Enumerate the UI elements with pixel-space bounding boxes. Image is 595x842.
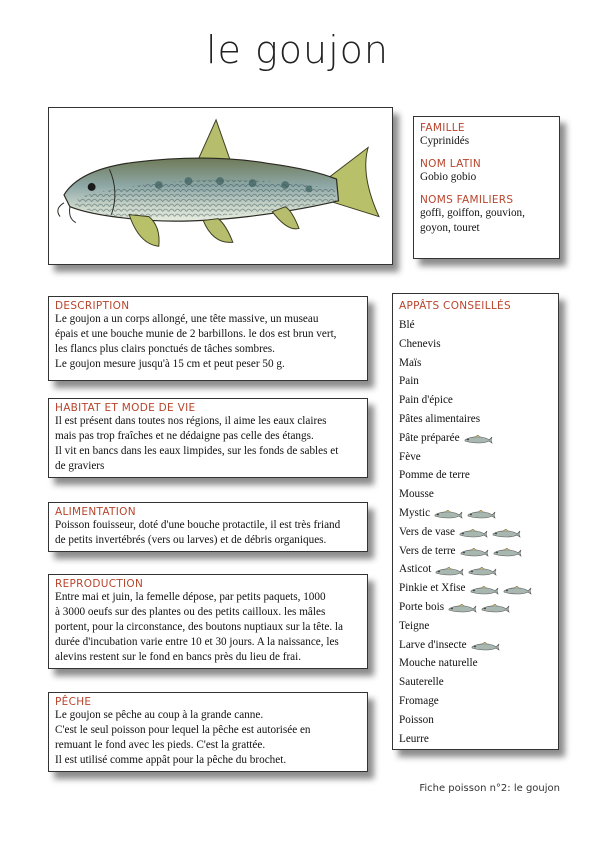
- habitat-section: [48, 398, 368, 478]
- nom-latin-value: Gobio gobio: [420, 171, 477, 183]
- nom-latin-label: NOM LATIN: [420, 158, 482, 170]
- fish-rating-icon: [480, 602, 510, 612]
- habitat-line: Il est présent dans toutes nos régions, il aime les eaux claires: [55, 415, 327, 427]
- bait-item: [399, 504, 552, 523]
- reproduction-section: [48, 574, 368, 669]
- bait-item: [399, 335, 552, 354]
- peche-line: Il est utilisé comme appât pour la pêche du brochet.: [55, 754, 287, 766]
- bait-label: Pain d'épice: [399, 394, 453, 407]
- habitat-line: de graviers: [55, 460, 105, 472]
- alimentation-line: de petits invertébrés (vers ou larves) et de débris organiques.: [55, 534, 327, 546]
- fish-rating-icon: [502, 584, 532, 594]
- bait-label: Maïs: [399, 356, 422, 369]
- bait-label: Vers de terre: [399, 544, 456, 557]
- bait-label: Pomme de terre: [399, 469, 470, 482]
- alimentation-section: [48, 502, 368, 552]
- peche-line: Le goujon se pêche au coup à la grande canne.: [55, 709, 264, 721]
- bait-label: Pâtes alimentaires: [399, 412, 481, 425]
- bait-item: [399, 466, 552, 485]
- peche-section: [48, 692, 368, 772]
- peche-line: C'est le seul poisson pour lequel la pêche est autorisée en: [55, 724, 311, 736]
- bait-item: [399, 560, 552, 579]
- bait-label: Mystic: [399, 506, 431, 519]
- fish-illustration-frame: [48, 107, 393, 265]
- bait-label: Pâte préparée: [399, 431, 460, 444]
- fish-rating-icon: [447, 602, 477, 612]
- bait-item: [399, 542, 552, 561]
- bait-item: [399, 391, 552, 410]
- description-line: Le goujon mesure jusqu'à 15 cm et peut peser 50 g.: [55, 358, 285, 370]
- reproduction-line: durée d'incubation varie entre 10 et 30 jours. A la naissance, les: [55, 636, 339, 648]
- habitat-line: Il vit en bancs dans les eaux limpides, sur les fonds de sables et: [55, 445, 339, 457]
- fish-rating-icon: [491, 527, 521, 537]
- noms-familiers-label: NOMS FAMILIERS: [420, 194, 514, 206]
- bait-item: [399, 654, 552, 673]
- fish-rating-icon: [469, 584, 499, 594]
- reproduction-line: portent, pour la circonstance, des boutons nuptiaux sur la tête. la: [55, 621, 343, 633]
- bait-item: [399, 316, 552, 335]
- fish-rating-icon: [466, 508, 496, 518]
- bait-label: Asticot: [399, 563, 432, 576]
- bait-item: [399, 372, 552, 391]
- bait-label: Sauterelle: [399, 676, 444, 689]
- fish-rating-icon: [434, 565, 464, 575]
- bait-item: [399, 711, 552, 730]
- bait-list: [399, 316, 552, 748]
- peche-heading: PÊCHE: [55, 696, 92, 708]
- bait-label: Pain: [399, 375, 419, 388]
- description-line: Le goujon a un corps allongé, une tête massive, un museau: [55, 313, 319, 325]
- bait-item: [399, 673, 552, 692]
- fish-rating-icon: [470, 640, 500, 650]
- description-heading: DESCRIPTION: [55, 300, 130, 312]
- bait-item: [399, 523, 552, 542]
- identity-box: [413, 116, 560, 259]
- description-line: les flancs plus clairs ponctués de tâches sombres.: [55, 343, 275, 355]
- bait-label: Chenevis: [399, 337, 441, 350]
- bait-label: Blé: [399, 319, 415, 331]
- bait-label: Larve d'insecte: [399, 638, 467, 651]
- alimentation-line: Poisson fouisseur, doté d'une bouche protactile, il est très friand: [55, 519, 341, 531]
- habitat-line: mais pas trop fraîches et ne dédaigne pas celle des étangs.: [55, 430, 314, 442]
- bait-item: [399, 485, 552, 504]
- baits-heading: APPÂTS CONSEILLÉS: [399, 300, 511, 312]
- bait-item: [399, 410, 552, 429]
- fish-rating-icon: [433, 508, 463, 518]
- bait-item: [399, 429, 552, 448]
- fish-rating-icon: [463, 433, 493, 443]
- bait-label: Pinkie et Xfise: [399, 582, 466, 595]
- reproduction-line: à 3000 oeufs sur des plantes ou des petits cailloux. les mâles: [55, 606, 326, 618]
- footer-caption: Fiche poisson n°2: le goujon: [419, 783, 560, 794]
- description-line: épais et une bouche munie de 2 barbillons. le dos est brun vert,: [55, 328, 337, 340]
- reproduction-line: Entre mai et juin, la femelle dépose, par petits paquets, 1000: [55, 591, 326, 603]
- gudgeon-illustration: [49, 108, 392, 264]
- page-title: le goujon: [205, 28, 390, 72]
- noms-familiers-value: goffi, goiffon, gouvion, goyon, touret: [420, 207, 525, 234]
- bait-label: Vers de vase: [399, 525, 455, 538]
- bait-item: [399, 579, 552, 598]
- bait-label: Mouche naturelle: [399, 657, 478, 670]
- bait-item: [399, 617, 552, 636]
- fish-rating-icon: [459, 546, 489, 556]
- peche-line: remuant le fond avec les pieds. C'est la grattée.: [55, 739, 266, 751]
- bait-label: Fève: [399, 450, 421, 463]
- bait-label: Porte bois: [399, 600, 445, 613]
- bait-item: [399, 730, 552, 749]
- bait-label: Teigne: [399, 619, 430, 632]
- bait-item: [399, 598, 552, 617]
- reproduction-heading: REPRODUCTION: [55, 578, 144, 590]
- bait-label: Mousse: [399, 488, 434, 501]
- baits-box: [392, 293, 559, 750]
- bait-item: [399, 448, 552, 467]
- reproduction-line: alevins restent sur le fond en bancs près du lieu de frai.: [55, 651, 302, 663]
- bait-item: [399, 692, 552, 711]
- habitat-heading: HABITAT ET MODE DE VIE: [55, 402, 196, 414]
- bait-item: [399, 354, 552, 373]
- bait-label: Poisson: [399, 713, 434, 726]
- description-section: [48, 296, 368, 381]
- famille-label: FAMILLE: [420, 122, 465, 134]
- fish-rating-icon: [467, 565, 497, 575]
- alimentation-heading: ALIMENTATION: [55, 506, 136, 518]
- bait-item: [399, 636, 552, 655]
- fish-rating-icon: [492, 546, 522, 556]
- fish-rating-icon: [458, 527, 488, 537]
- famille-value: Cyprinidés: [420, 135, 470, 147]
- bait-label: Leurre: [399, 732, 429, 745]
- bait-label: Fromage: [399, 694, 439, 707]
